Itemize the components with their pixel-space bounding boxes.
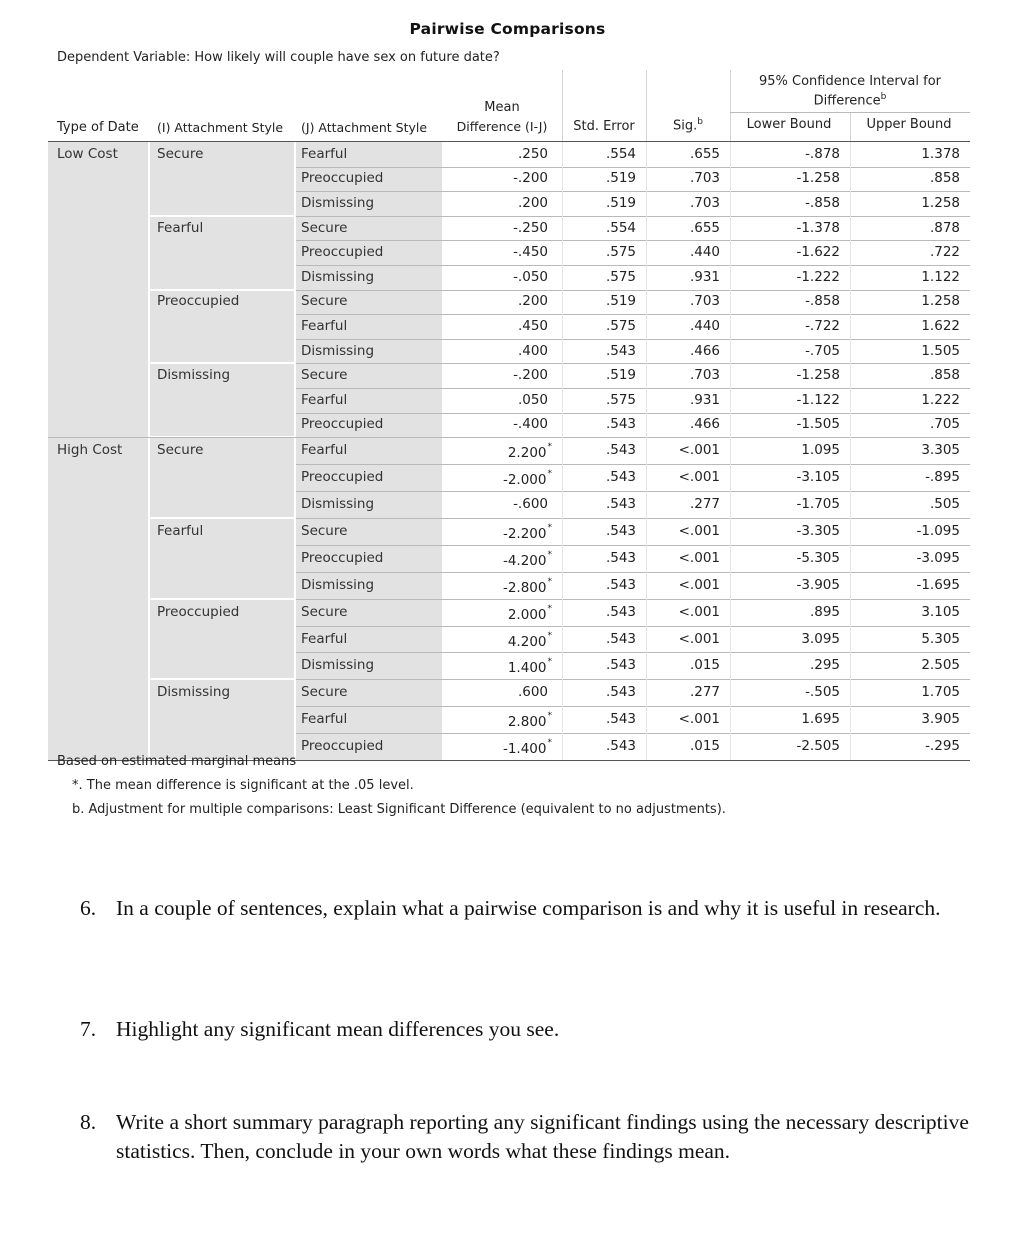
sig-value: <.001 (678, 576, 720, 593)
j-style-label: Dismissing (301, 195, 375, 211)
table-title: Pairwise Comparisons (409, 20, 606, 38)
mean-difference-value (442, 343, 552, 359)
mean-difference-value (442, 469, 552, 488)
upper-bound-value: -.895 (925, 469, 960, 486)
j-style-label: Preoccupied (301, 469, 384, 486)
sig-value: <.001 (678, 711, 720, 728)
mean-difference-number: .450 (517, 318, 548, 334)
i-style-label: Fearful (157, 522, 204, 539)
mean-difference-number: -4.200 (502, 552, 547, 569)
question-number: 6. (80, 896, 97, 920)
sig-value: <.001 (678, 442, 720, 459)
row-divider (296, 572, 970, 573)
j-style-label: Preoccupied (301, 549, 384, 566)
sig-value: .703 (689, 293, 720, 310)
mean-difference-number: 2.800 (507, 714, 547, 731)
mean-difference-value (442, 684, 552, 700)
upper-bound-value: 3.905 (921, 711, 960, 728)
lower-bound-value: 1.095 (801, 442, 840, 459)
i-style-label: Secure (157, 145, 204, 162)
lower-bound-value: .895 (809, 603, 840, 620)
upper-bound-value: .878 (929, 219, 960, 236)
row-divider (296, 240, 970, 241)
lower-bound-value: -1.258 (796, 170, 840, 187)
j-style-label: Dismissing (301, 657, 375, 674)
j-style-label: Secure (301, 293, 348, 310)
lower-bound-value: -2.505 (796, 738, 840, 754)
mean-difference-value (442, 550, 552, 569)
sig-value: <.001 (678, 522, 720, 539)
sig-value: .440 (689, 318, 720, 334)
mean-difference-number: 2.000 (507, 606, 547, 623)
mean-difference-number: .200 (517, 195, 548, 211)
std-error-value: .519 (605, 195, 636, 211)
lower-bound-value: -3.305 (796, 522, 840, 539)
lower-bound-value: -1.122 (796, 391, 840, 408)
mean-difference-value (442, 318, 552, 334)
question-text: Highlight any significant mean differences you see. (116, 1017, 560, 1041)
mean-difference-number: .250 (517, 145, 548, 162)
significance-marker: * (547, 522, 552, 533)
upper-bound-value: 1.258 (921, 293, 960, 310)
i-style-label: Dismissing (157, 684, 231, 701)
row-divider (296, 363, 970, 364)
j-style-label: Secure (301, 367, 348, 384)
std-error-value: .519 (605, 170, 636, 187)
i-style-label: Preoccupied (157, 293, 240, 310)
upper-bound-value: 1.505 (921, 342, 960, 359)
sig-value: .703 (689, 170, 720, 187)
row-divider (296, 626, 970, 627)
mean-difference-value (442, 738, 552, 757)
sig-value: .277 (689, 684, 720, 701)
upper-bound-value: .858 (929, 367, 960, 384)
mean-difference-number: .400 (517, 342, 548, 359)
mean-difference-number: -.450 (513, 244, 548, 261)
mean-difference-number: -.200 (513, 170, 548, 187)
row-divider (296, 413, 970, 414)
i-style-label: Preoccupied (157, 603, 240, 620)
mean-difference-number: -1.400 (502, 741, 547, 757)
upper-bound-value: 1.705 (921, 684, 960, 701)
std-error-value: .543 (605, 711, 636, 728)
std-error-value: .543 (605, 469, 636, 486)
lower-bound-value: -1.705 (796, 496, 840, 512)
significance-marker: * (547, 549, 552, 560)
sig-value: <.001 (678, 549, 720, 566)
header-upper-bound: Upper Bound (866, 117, 952, 132)
row-divider (296, 733, 970, 734)
significance-marker: * (547, 630, 552, 641)
std-error-value: .519 (605, 367, 636, 384)
j-style-label: Dismissing (301, 576, 375, 593)
significance-marker: * (547, 657, 552, 668)
mean-difference-value (442, 146, 552, 162)
lower-bound-value: .295 (809, 657, 840, 674)
mean-difference-value (442, 631, 552, 650)
std-error-value: .543 (605, 657, 636, 674)
std-error-value: .543 (605, 496, 636, 512)
mean-difference-value (442, 416, 552, 432)
std-error-value: .543 (605, 684, 636, 701)
upper-bound-value: 1.222 (921, 391, 960, 408)
std-error-value: .543 (605, 738, 636, 754)
footnote-adjustment: b. Adjustment for multiple comparisons: Least Significant Difference (equivalent to no adjustments). (72, 802, 726, 817)
upper-bound-value: 5.305 (921, 630, 960, 647)
std-error-value: .519 (605, 293, 636, 310)
significance-marker: * (547, 738, 552, 748)
mean-difference-number: .600 (517, 684, 548, 701)
j-style-label: Preoccupied (301, 416, 384, 433)
j-style-label: Preoccupied (301, 244, 384, 261)
sig-value: .440 (689, 244, 720, 261)
j-style-label: Fearful (301, 630, 348, 647)
lower-bound-value: -.858 (805, 293, 840, 310)
lower-bound-value: -3.905 (796, 576, 840, 593)
sig-value: .015 (689, 738, 720, 754)
mean-difference-number: -.200 (513, 367, 548, 384)
header-divider (646, 70, 647, 142)
mean-difference-value (442, 496, 552, 512)
j-style-label: Preoccupied (301, 170, 384, 187)
header-divider (562, 70, 563, 142)
lower-bound-value: -1.378 (796, 219, 840, 236)
mean-difference-value (442, 244, 552, 260)
lower-bound-value: -5.305 (796, 549, 840, 566)
j-style-label: Fearful (301, 318, 348, 334)
upper-bound-value: -1.095 (916, 522, 960, 539)
i-style-label: Secure (157, 442, 204, 459)
upper-bound-value: -.295 (925, 738, 960, 754)
upper-bound-value: -3.095 (916, 549, 960, 566)
mean-difference-number: -2.000 (502, 472, 547, 489)
row-divider (296, 388, 970, 389)
significance-marker: * (547, 469, 552, 480)
dependent-variable-label: Dependent Variable: How likely will couple have sex on future date? (57, 50, 500, 65)
header-lower-bound: Lower Bound (746, 117, 832, 132)
mean-difference-number: -2.800 (502, 579, 547, 596)
row-divider (296, 167, 970, 168)
mean-difference-value (442, 220, 552, 236)
header-i-style: (I) Attachment Style (157, 120, 284, 135)
std-error-value: .543 (605, 630, 636, 647)
upper-bound-value: .722 (929, 244, 960, 261)
sig-value: .931 (689, 268, 720, 285)
mean-difference-number: -.250 (513, 219, 548, 236)
lower-bound-value: -3.105 (796, 469, 840, 486)
row-divider (296, 491, 970, 492)
sig-value: .703 (689, 367, 720, 384)
sig-value: .703 (689, 195, 720, 211)
std-error-value: .543 (605, 442, 636, 459)
i-style-label: Dismissing (157, 367, 231, 384)
question-text: In a couple of sentences, explain what a pairwise comparison is and why it is useful in research. (116, 896, 941, 920)
upper-bound-value: 1.258 (921, 195, 960, 211)
std-error-value: .575 (605, 268, 636, 285)
significance-marker: * (547, 442, 552, 453)
std-error-value: .575 (605, 244, 636, 261)
sig-value: .015 (689, 657, 720, 674)
lower-bound-value: -.858 (805, 195, 840, 211)
mean-difference-value (442, 657, 552, 676)
row-divider (296, 464, 970, 465)
std-error-value: .543 (605, 342, 636, 359)
question-number: 8. (80, 1110, 97, 1134)
row-divider (296, 314, 970, 315)
j-style-label: Fearful (301, 711, 348, 728)
std-error-value: .554 (605, 145, 636, 162)
footnote-significance: *. The mean difference is significant at the .05 level. (72, 778, 414, 793)
j-style-label: Secure (301, 603, 348, 620)
mean-difference-number: .050 (517, 391, 548, 408)
lower-bound-value: 1.695 (801, 711, 840, 728)
std-error-value: .554 (605, 219, 636, 236)
lower-bound-value: -1.622 (796, 244, 840, 261)
lower-bound-value: -1.222 (796, 268, 840, 285)
row-divider (296, 191, 970, 192)
j-style-label: Secure (301, 684, 348, 701)
row-divider (296, 339, 970, 340)
j-style-label: Dismissing (301, 342, 375, 359)
std-error-value: .543 (605, 522, 636, 539)
header-mean-diff-2: Difference (I-J) (456, 119, 548, 134)
upper-bound-value: 1.122 (921, 268, 960, 285)
mean-difference-number: .200 (517, 293, 548, 310)
std-error-value: .543 (605, 416, 636, 433)
lower-bound-value: -1.505 (796, 416, 840, 433)
significance-marker: * (547, 576, 552, 587)
j-style-label: Preoccupied (301, 738, 384, 754)
mean-difference-number: -.600 (513, 496, 548, 512)
mean-difference-value (442, 293, 552, 309)
std-error-value: .575 (605, 318, 636, 334)
upper-bound-value: 1.378 (921, 145, 960, 162)
sig-value: .655 (689, 219, 720, 236)
row-divider (296, 290, 970, 291)
std-error-value: .543 (605, 576, 636, 593)
i-style-label: Fearful (157, 219, 204, 236)
sig-value: .466 (689, 342, 720, 359)
j-style-label: Fearful (301, 442, 348, 459)
row-divider (296, 216, 970, 217)
mean-difference-value (442, 523, 552, 542)
mean-difference-value (442, 195, 552, 211)
header-j-style: (J) Attachment Style (301, 120, 428, 135)
std-error-value: .543 (605, 603, 636, 620)
sig-value: <.001 (678, 630, 720, 647)
mean-difference-number: 1.400 (507, 660, 547, 677)
header-mean-diff-1: Mean (484, 100, 520, 115)
row-divider (296, 652, 970, 653)
mean-difference-value (442, 442, 552, 461)
header-ci-1: 95% Confidence Interval for (758, 74, 942, 89)
lower-bound-value: -1.258 (796, 367, 840, 384)
row-divider (296, 265, 970, 266)
row-divider (48, 437, 970, 438)
mean-difference-number: 4.200 (507, 633, 547, 650)
header-divider (730, 70, 731, 142)
upper-bound-value: .858 (929, 170, 960, 187)
row-divider (296, 518, 970, 519)
row-divider (296, 706, 970, 707)
mean-difference-value (442, 269, 552, 285)
lower-bound-value: -.878 (805, 145, 840, 162)
header-type-of-date: Type of Date (57, 120, 139, 135)
header-ci-2: Difference$^b$ (813, 92, 887, 109)
row-divider (296, 599, 970, 600)
upper-bound-value: -1.695 (916, 576, 960, 593)
upper-bound-value: 2.505 (921, 657, 960, 674)
std-error-value: .543 (605, 549, 636, 566)
sig-value: .655 (689, 145, 720, 162)
mean-difference-value (442, 392, 552, 408)
mean-difference-value (442, 367, 552, 383)
j-style-label: Secure (301, 219, 348, 236)
sig-value: <.001 (678, 469, 720, 486)
row-divider (296, 545, 970, 546)
type-of-date-label: High Cost (57, 442, 123, 459)
upper-bound-value: .705 (929, 416, 960, 433)
sig-value: .277 (689, 496, 720, 512)
j-style-label: Dismissing (301, 268, 375, 285)
j-style-label: Secure (301, 522, 348, 539)
question-number: 7. (80, 1017, 97, 1041)
lower-bound-value: -.705 (805, 342, 840, 359)
mean-difference-value (442, 577, 552, 596)
lower-bound-value: 3.095 (801, 630, 840, 647)
j-style-label: Fearful (301, 391, 348, 408)
upper-bound-value: 1.622 (921, 318, 960, 334)
row-divider (296, 679, 970, 680)
mean-difference-number: 2.200 (507, 445, 547, 462)
header-std-error: Std. Error (573, 119, 635, 134)
mean-difference-value (442, 604, 552, 623)
std-error-value: .575 (605, 391, 636, 408)
header-ci-rule (730, 112, 970, 113)
mean-difference-value (442, 711, 552, 730)
mean-difference-number: -.050 (513, 268, 548, 285)
sig-value: .466 (689, 416, 720, 433)
upper-bound-value: .505 (929, 496, 960, 512)
mean-difference-value (442, 170, 552, 186)
upper-bound-value: 3.305 (921, 442, 960, 459)
j-style-label: Fearful (301, 145, 348, 162)
type-of-date-label: Low Cost (57, 145, 118, 162)
question-text: Write a short summary paragraph reporting any significant findings using the necessary descriptive statistics. Then, conclude in your own words what these findings mean. (116, 1110, 969, 1163)
lower-bound-value: -.505 (805, 684, 840, 701)
lower-bound-value: -.722 (805, 318, 840, 334)
significance-marker: * (547, 711, 552, 722)
sig-value: .931 (689, 391, 720, 408)
significance-marker: * (547, 603, 552, 614)
sig-value: <.001 (678, 603, 720, 620)
j-style-label: Dismissing (301, 496, 375, 512)
footnote-based-on: Based on estimated marginal means (57, 754, 297, 769)
header-divider (850, 112, 851, 142)
header-sig: Sig.$^b$ (673, 117, 703, 134)
mean-difference-number: -2.200 (502, 525, 547, 542)
mean-difference-number: -.400 (513, 416, 548, 433)
upper-bound-value: 3.105 (921, 603, 960, 620)
